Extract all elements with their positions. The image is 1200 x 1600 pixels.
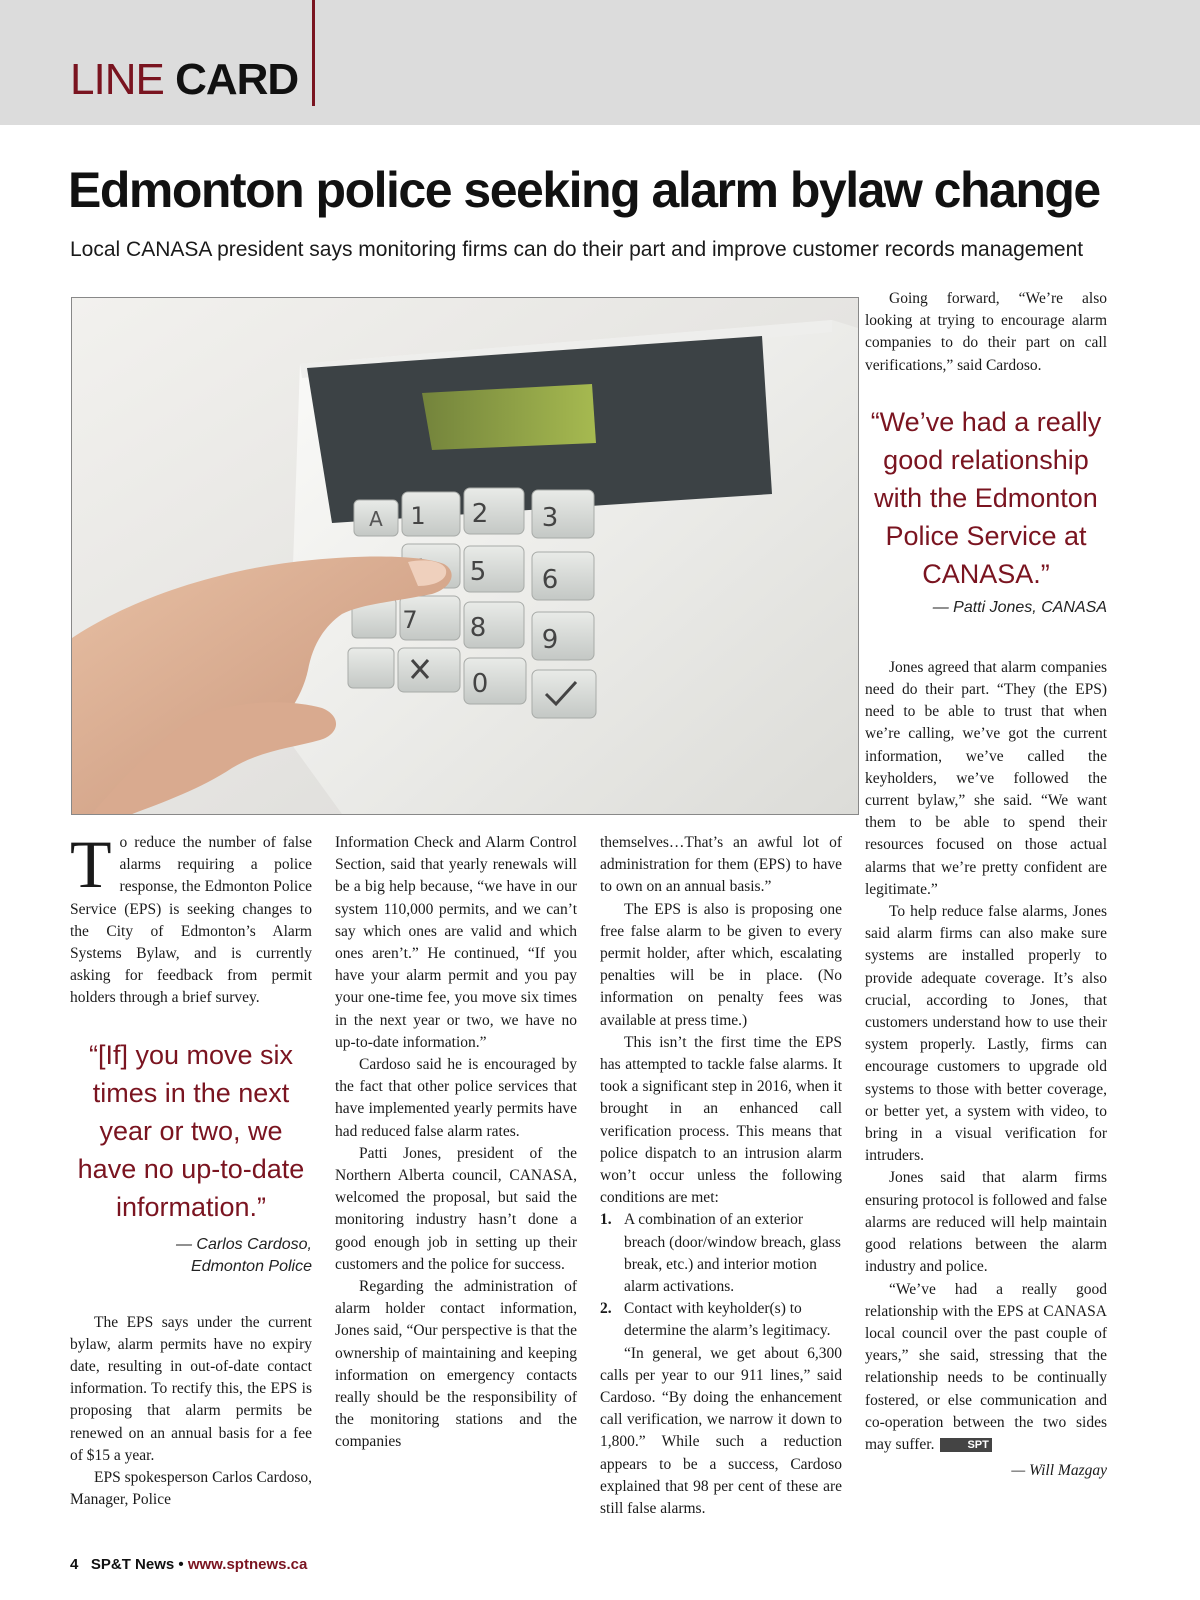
paragraph: To help reduce false alarms, Jones said alarm firms can also make sure systems are installed properly to provide adequate coverage. It’s also crucial, according to Jones, that customers understand how to use their system properly. Lastly, firms can encourage customers to upgrade old systems to those with better coverage, or better yet, a system with video, to bring in a visual verification for intruders. (865, 903, 1107, 1165)
lead-paragraph (70, 826, 312, 1010)
pull-quote-jones (865, 403, 1107, 619)
page-footer (70, 1556, 307, 1573)
pull-quote-attribution-org: Edmonton Police (191, 1257, 312, 1275)
keypad-key-check (532, 670, 596, 718)
svg-text:9: 9 (541, 625, 559, 655)
svg-text:A: A (369, 507, 383, 531)
paragraph: Patti Jones, president of the Northern Alberta council, CANASA, welcomed the proposal, but said the monitoring industry hasn’t done a good enough job in setting up their customers and the police for success. (335, 1144, 577, 1273)
lead-paragraph-text: o reduce the number of false alarms requiring a police response, the Edmonton Police Service (EPS) is seeking changes to the City of Edmonton’s Alarm Systems Bylaw, and is currently asking for feedback from permit holders through a brief survey. (70, 834, 312, 1007)
keypad-key-9 (532, 612, 594, 660)
paragraph: Going forward, “We’re also looking at trying to encourage alarm companies to do their part on call verifications,” said Cardoso. (865, 290, 1107, 374)
paragraph: Information Check and Alarm Control Section, said that yearly renewals will be a big help because, “we have in our system 110,000 permits, and we can’t say which ones are valid and which ones aren’t.” He continued, “If you have your alarm permit and you pay your one-time fee, you move six times in the next year or two, we have no up-to-date information.” (335, 834, 577, 1051)
list-number: 1. (600, 1211, 612, 1229)
svg-text:6: 6 (541, 565, 559, 595)
list-text: A combination of an exterior breach (door/window breach, glass break, etc.) and interior motion alarm activations. (624, 1211, 841, 1296)
keypad-key-a (354, 500, 398, 536)
list-item (600, 1209, 842, 1298)
paragraph: Regarding the administration of alarm holder contact information, Jones said, “Our perspective is that the ownership of maintaining and keeping information on emergency contacts really should be the responsibility of the monitoring stations and the companies (335, 1278, 577, 1451)
paragraph: This isn’t the first time the EPS has attempted to tackle false alarms. It took a significant step in 2016, when it brought in an enhanced call verification process. This means that police dispatch to an intrusion alarm won’t occur unless the following conditions are met: (600, 1033, 842, 1207)
svg-text:8: 8 (469, 613, 487, 643)
article-photo-alarm-keypad (71, 297, 859, 815)
list-number: 2. (600, 1300, 612, 1318)
header-divider (312, 0, 315, 106)
keypad-key-3 (532, 490, 594, 538)
keypad-key-1 (402, 492, 460, 536)
svg-text:7: 7 (402, 606, 418, 634)
article-column-2 (335, 832, 577, 1454)
paragraph: EPS spokesperson Carlos Cardoso, Manager, Police (70, 1469, 312, 1509)
paragraph: The EPS says under the current bylaw, alarm permits have no expiry date, resulting in out-of-date contact information. To rectify this, the EPS is proposing that alarm permits be renewed on an annual basis for a fee of $15 a year. (70, 1313, 312, 1464)
article-column-1 (70, 826, 312, 1511)
pull-quote-text: “[If] you move six times in the next year or two, we have no up-to-date information.” (77, 1039, 305, 1222)
keypad-key-2 (464, 488, 524, 534)
svg-text:2: 2 (471, 499, 489, 529)
keypad-key-8 (464, 602, 524, 648)
keypad-key-5 (464, 546, 524, 592)
closing-paragraph-text: “We’ve had a really good relationship with the EPS at CANASA local council over the past couple of years,” she said, stressing that the relationship needs to be continually fostered, or else communication and co-operation between the two sides may suffer. (865, 1280, 1107, 1453)
publication-url[interactable]: www.sptnews.ca (187, 1556, 308, 1573)
pull-quote-text: “We’ve had a really good relationship with the Edmonton Police Service at CANASA.” (870, 406, 1102, 589)
list-item (600, 1298, 842, 1342)
paragraph: Jones said that alarm firms ensuring protocol is followed and false alarms are reduced will help maintain good relations between the alarm industry and police. (865, 1169, 1107, 1276)
keypad-key-0 (464, 658, 526, 704)
svg-text:5: 5 (469, 557, 487, 587)
keypad-key-x (398, 648, 460, 692)
section-label (70, 55, 299, 104)
spt-end-logo: SPT (940, 1438, 991, 1452)
conditions-list (600, 1209, 842, 1342)
pull-quote-cardoso (70, 1036, 312, 1278)
paragraph: themselves…That’s an awful lot of administration for them (EPS) to have to own on an annual basis.” (600, 834, 842, 896)
article-column-3 (600, 832, 842, 1520)
closing-paragraph (865, 1279, 1107, 1457)
publication-name: SP&T News (90, 1556, 175, 1573)
section-label-line: LINE (70, 55, 164, 104)
paragraph: The EPS is also is proposing one free false alarm to be given to every permit holder, after which, escalating penalties will be in place. (No information on penalty fees was available at press time.) (600, 900, 842, 1029)
drop-cap: T (70, 826, 112, 902)
article-deck: Local CANASA president says monitoring firms can do their part and improve customer records management (70, 238, 1084, 261)
section-label-card: CARD (175, 55, 299, 104)
article-headline: Edmonton police seeking alarm bylaw change (68, 162, 1100, 218)
paragraph: Jones agreed that alarm companies need do their part. “They (the EPS) need to be able to trust that when we’re calling, we’ve got the current information, we’ve called the keyholders, we’ve followed the current bylaw,” she said. “We want them to be able to spend their resources focused on those actual alarms that we’re pretty confident are legitimate.” (865, 658, 1107, 898)
pull-quote-attribution-name: — Carlos Cardoso, (175, 1235, 312, 1253)
paragraph: “In general, we get about 6,300 calls per year to our 911 lines,” said Cardoso. “By doing the enhancement call verification, we narrow it down to 1,800.” While such a reduction appears to be a success, Cardoso explained that 98 per cent of these are still false alarms. (600, 1344, 842, 1518)
svg-text:3: 3 (541, 503, 559, 533)
svg-text:1: 1 (410, 502, 426, 530)
footer-separator: • (178, 1556, 184, 1573)
list-text: Contact with keyholder(s) to determine the alarm’s legitimacy. (624, 1300, 831, 1340)
keypad-key-7 (400, 596, 460, 640)
page-number: 4 (70, 1556, 79, 1573)
svg-text:0: 0 (471, 669, 489, 699)
byline: — Will Mazgay (1011, 1462, 1107, 1480)
keypad-key-6 (532, 552, 594, 600)
paragraph: Cardoso said he is encouraged by the fact that other police services that have implemented yearly permits have had reduced false alarm rates. (335, 1056, 577, 1140)
article-column-4 (865, 288, 1107, 1482)
pull-quote-attribution: — Patti Jones, CANASA (932, 598, 1107, 616)
